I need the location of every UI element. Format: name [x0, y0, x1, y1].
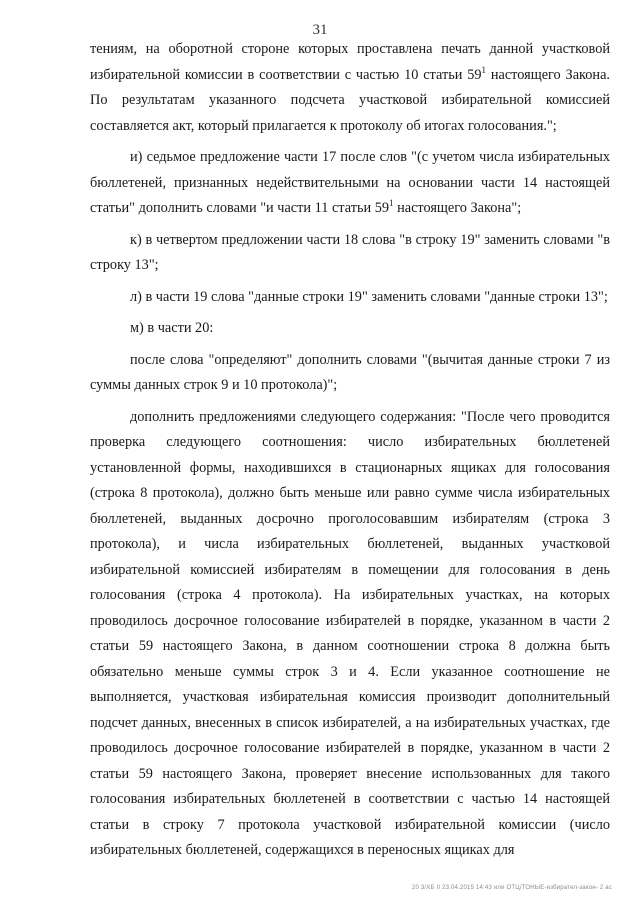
paragraph — [90, 228, 610, 279]
superscript: 1 — [389, 198, 394, 209]
paragraph-text: м) в части 20: — [130, 320, 214, 336]
paragraph — [90, 37, 610, 139]
page-number: 31 — [312, 22, 328, 38]
paragraph — [90, 405, 610, 864]
paragraph-text: настоящего Закона"; — [393, 200, 522, 216]
paragraph-text: после слова "определяют" дополнить словами "(вычитая данные строки 7 из суммы данных строк 9 и 10 протокола)"; — [90, 351, 610, 393]
paragraph-text: к) в четвертом предложении части 18 слова "в строку 19" заменить словами "в строку 13"; — [90, 231, 610, 273]
paragraph — [90, 145, 610, 222]
superscript: 1 — [481, 64, 486, 75]
footer-note: 20 3/XБ II 23.04.2015 14:43 или ОТЦ/ТОНЫЕ-избирател-закон- 2 ас — [411, 885, 612, 891]
paragraph-text: л) в части 19 слова "данные строки 19" заменить словами "данные строки 13"; — [130, 288, 608, 305]
paragraph-text: тениям, на оборотной стороне которых проставлена печать данной участковой избирательной комиссии в соответствии с частью 10 статьи 59 — [90, 41, 610, 83]
paragraph-text: настоящего Закона. По результатам указанного подсчета участковой избирательной комиссией составляется акт, который прилагается к протоколу об итогах голосования."; — [90, 66, 610, 134]
paragraph-text: дополнить предложениями следующего содержания: "После чего проводится проверка следующего соотношения: число избирательных бюллетеней установленной формы, находившихся в стационарных ящиках для голосования (строка 8 протокола), должно быть меньше или равно сумме числа избирательных бюллетеней, выданных досрочно проголосовавшим избирателям (строка 3 протокола), и числа избирательных бюллетеней, выданных участковой избирательной комиссией избирателям в помещении для голосования в день голосования (строка 4 протокола). На избирательных участках, на которых проводилось досрочное голосование избирателей в порядке, указанном в части 2 статьи 59 настоящего Закона, в данном соотношении строка 8 должна быть обязательно меньше суммы строк 3 и 4. Если указанное соотношение не выполняется, участковая избирательная комиссия производит дополнительный подсчет данных, внесенных в список избирателей, а на избирательных участках, где проводилось досрочное голосование избирателей в порядке, указанном в части 2 статьи 59 настоящего Закона, проверяет внесение использованных для такого голосования избирательных бюллетеней в соответствии с частью 14 настоящей статьи в строку 7 протокола участковой избирательной комиссии (число избирательных бюллетеней, содержащихся в переносных ящиках для — [90, 408, 610, 858]
paragraph — [90, 316, 610, 342]
paragraph — [90, 285, 610, 311]
paragraph-text: и) седьмое предложение части 17 после слов "(с учетом числа избирательных бюллетеней, признанных недействительными на основании части 14 настоящей статьи" дополнить словами "и части 11 статьи 59 — [90, 149, 610, 216]
paragraph — [90, 348, 610, 399]
document-body — [90, 37, 610, 870]
